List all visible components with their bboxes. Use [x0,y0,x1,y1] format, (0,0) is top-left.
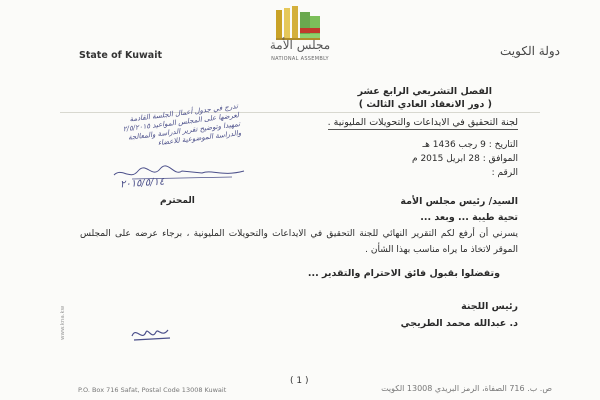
footer-address-en: P.O. Box 716 Safat, Postal Code 13008 Kuwait [78,386,227,394]
committee-title: لجنة التحقيق في الايداعات والتحويلات المليونية . [327,117,518,128]
session-round: ( دور الانعقاد العادي الثالث ) [358,99,492,110]
website: www.kna.kw [60,305,66,340]
legislative-term: الفصل التشريعي الرابع عشر [357,86,492,97]
state-of-kuwait-en: State of Kuwait [79,50,162,61]
reference-number: الرقم : [491,168,518,178]
logo-english-text: NATIONAL ASSEMBLY [271,56,329,62]
handwritten-note: تدرج في جدول أعمال الجلسة القادمة لعرضها على المجلس المواعيد ٢/٥/٢٠١٥ تمهيدا وتوضيح تقرير الدراسة والمعالجة والدراسة الموضوعية للاعضاء [122,102,242,148]
addressee: السيد/ رئيس مجلس الأمة [400,196,518,207]
logo-arabic-text: مجلس الأمة [269,38,331,52]
honorific: المحترم [160,196,195,206]
footer-address-ar: ص. ب. 716 الصفاة، الرمز البريدي 13008 الكويت [381,384,552,393]
signature-title: رئيس اللجنة [461,301,518,312]
closing: وتفضلوا بقبول فائق الاحترام والتقدير ... [307,268,500,279]
letter-body: يسرني أن أرفع لكم التقرير النهائي للجنة التحقيق في الايداعات والتحويلات المليونية ، برجاء عرضه على المجلس الموقر لاتخاذ ما يراه مناسب بهذا الشأن . [80,229,518,255]
signatory-name: د. عبدالله محمد الطريجي [400,318,518,329]
signature-mark [128,322,176,346]
page-number: ( 1 ) [290,376,309,386]
handwritten-date: ٢٠١٥/٥/١٤ [119,176,165,191]
date-hijri: التاريخ : 9 رجب 1436 هـ [422,140,518,150]
date-gregorian: الموافق : 28 ابريل 2015 م [412,154,518,164]
state-of-kuwait-ar: دولة الكويت [500,44,560,58]
greeting: تحية طيبة ... وبعد ... [420,212,518,223]
divider [60,112,540,113]
